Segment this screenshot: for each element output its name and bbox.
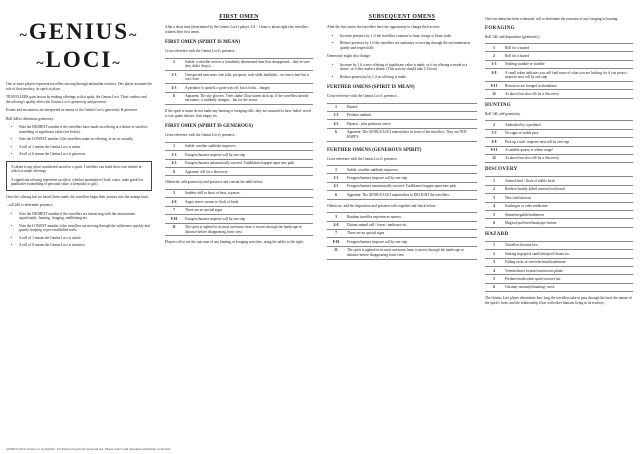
shrine-definition-box [6,161,152,191]
table-row: 3-5 Nothing suitable or useable [485,60,633,68]
list-item: • Increase by 1 if a new offering of significant value is made, or if an offering is made at a shrine, or if they make a shrine. (This activity should take 1/2 hour) [331,63,477,72]
table-row: 6 Apparent: The sky glowers. Trees shake. Dust storms kick up. If the travellers already encounter, it suddenly changes... but for the worse. [165,92,313,105]
column-first-omen [165,6,313,249]
table-row: 6 Uncanny anomaly/haunting/ curse [485,283,633,291]
table-row: 4-6 Angry insect swarm or flock of birds. [165,198,313,206]
further-omens-generous-heading: FURTHER OMENS (GENEROUS SPIRIT) [327,147,422,153]
table-row: 1 Hazard [327,103,477,111]
table-row: 6 Apparent: The GENIUS LOCI materialises to DELIGHT the travellers. [327,191,477,199]
table-row: 11 The spirit is sighted in its most awesome form: it moves through the landscape at distance before disappearing from view. [327,246,477,259]
offering-definition: A significant offering represents sacrifice, whether quantitative (food, water, trade goods) or qualitative (something of personal value: a keepsake or gift). [11,177,144,186]
page-title: ~GENIUS~ ~LOCI~ [19,19,139,72]
table-row: 1 Subtle: weather suddenly improves. [327,166,477,174]
table-row: 1 Subtle: weather suddenly improves. [165,142,313,150]
presence-change-list [331,34,477,51]
further-omens-mean-table [327,103,477,142]
generosity-rules-list [10,125,152,157]
list-item: • A roll of 1 means the Genius Loci is mean. [10,145,152,150]
generosity-change-note: Generosity might also change: [327,54,371,58]
column-intro [6,6,152,252]
table-row: 2-3 Foragers/hunters improve roll by one step [327,174,477,182]
cross-reference-note: Cross-reference with the Genius Loci's presence... [165,133,238,138]
table-row: 4 Vermin/insect swarm/carnivorous plants [485,267,633,275]
journey-paragraph: Once the offering has (or hasn't) been made, the travellers begin their journey into the strange land. [6,194,149,199]
foraging-table [485,43,633,99]
list-item: • A roll of 1 means the Genius Loci is subtle. [10,236,152,241]
title-block [6,20,152,76]
list-item: • Note the LOWEST number if the travellers make no offering, or do so casually. [10,137,152,142]
first-omen-mean-heading: FIRST OMEN (SPIRIT IS MEAN) [165,40,241,45]
first-omen-mean-table [165,58,313,106]
foraging-heading: FORAGING [485,25,515,31]
generosity-roll-paragraph: Roll 2d6 to determine generosity. [6,116,54,121]
table-row: 4 Earthsigns or other medicines [485,202,633,210]
generosity-change-list [331,63,477,80]
mean-spirit-note: If the spirit is mean do not make any hunting or foraging rolls, they are assumed to have failed: wood is wet, game elusive, fruit empty etc. [165,109,311,118]
first-omen-combined-table [165,189,313,236]
table-row: 3 Random traveller experiences nausea. [327,213,477,221]
table-row: 5 Predator/malevolent spirit/sorcerer lair [485,275,633,283]
list-item: • Reduce generosity by 1 if no offering is made. [331,75,477,80]
list-item: • A roll of 6 means the Genius Loci is intrusive. [10,243,152,248]
table-row: 8-10 Foragers/hunters improve roll by one step [165,215,313,223]
table-row: 9-11 Resources are foraged in abundance [485,82,633,90]
table-row: 1 Roll for a hazard [485,44,633,52]
hazard-heading: HAZARD [485,231,509,237]
table-row: 6 Magical pool/tree/landscape feature [485,219,633,227]
table-row: 1 Subtle: a traveller notices a (randomly determined item) has disappeared... they're sure they didn't drop it... [165,58,313,71]
first-omen-generous-table [165,142,313,177]
presence-roll-paragraph: ...roll 2d6 to determine presence. [6,203,54,207]
table-row: 3 New trail/shortcut [485,194,633,202]
table-row: 12 As above but also roll for a discovery. [485,154,633,162]
subsequent-omens-heading: SUBSEQUENT OMENS [368,14,436,20]
travellers-paragraph: TRAVELLERS gain favour by making offerings to that spirit, the Genius Loci. Their conduct and the offering's quality affect the Genius Loci's generosity and presence. [6,95,147,104]
table-row: 4-5 Hazard... plus predators arrive [327,120,477,128]
shrine-definition: A shrine is any place considered sacred to a spirit. Travellers can build their own shrines at which to make offerings. [11,164,142,173]
list-item: • Note the LOWEST number if the travellers are moving through the wilderness quickly and quietly, keeping to pre-established trails. [10,224,152,233]
table-row: 1 Animal herd / flock of edible birds [485,177,633,185]
otherwise-note: Otherwise, add generosity and presence and consult the table below: [165,180,264,185]
otherwise-note: Otherwise, add the disposition and presence rolls together and check below: [327,203,437,208]
table-row: 2 Sinking bog/quick sand/whirlpool/chasm etc. [485,250,633,258]
table-row: 4-6 Distant animal call / forest / ambience etc. [327,221,477,229]
cross-reference-note: Cross-reference with the Genius Loci's presence... [165,49,238,53]
outcome-intro: Once an omen has been witnessed, roll to determine the outcome of any foraging or hunting. [485,17,619,21]
table-row: 2-3 Unexpected near miss: tree falls, pit opens, rock-slide, landslide... no-one is hurt but it was close. [165,71,313,84]
hunting-intro: Roll 1d6, add generosity [485,111,521,116]
list-item: • Note the HIGHEST number if the travellers have made an offering at a shrine or sacrifice something of significant value (see below). [10,125,152,134]
footer-credit: GENIUS LOCI version 1.1 by Sofinho · Permission to print for personal use. Please source and reproduce attribution as desired. [6,447,171,451]
outro-paragraph: The Genius Loci player determines how long the travellers take to pass through the land, the nature of the spirit's form, and the relationship it has with other humans living in its territory. [485,296,632,305]
table-row: 5 Shrine/megalith/settlement [485,211,633,219]
table-row: 6-8 A small token indicates you will find some of what you are looking for if you persist: improve next roll by one step [485,69,633,82]
table-row: 6-8 Pick up a trail: improve next roll by one step [485,138,633,146]
hunting-table [485,120,633,163]
list-item: • A roll of 6 means the Genius Loci is generous. [10,152,152,157]
further-omens-generous-table [327,165,477,200]
table-row: 7 There are no special signs [327,229,477,237]
table-row: 2 Ambushed by a predator! [485,121,633,129]
foraging-intro: Roll 1d6, add disposition (generosity) [485,34,540,39]
first-omen-generous-heading: FIRST OMEN (SPIRIT IS GENEROUS) [165,124,253,130]
events-paragraph: Events and encounters are interpreted as omens of the Genius Loci's generosity & presence. [6,108,138,112]
table-row: 9-11 A suitable quarry is within range! [485,146,633,154]
table-row: 4-5 Foragers/hunters automatically succeed. Trailblazers happen upon new path. [327,182,477,190]
table-row: 3 Sudden chill or burst of heat, it passes. [165,189,313,197]
table-row: 7 There are no special signs [165,206,313,214]
table-row: 3-5 No signs of viable prey [485,129,633,137]
table-row: 4-5 Foragers/hunters automatically succeed. Trailblazers happen upon new path. [165,159,313,167]
list-item: • Reduce presence by 1 if the travellers are stationary or moving through the environment in quietly and respectfully. [331,41,477,50]
discovery-table [485,176,633,227]
table-row: 8-10 Foragers/hunters improve roll by one step [327,238,477,246]
table-row: 12 As above but also roll for a discovery. [485,90,633,98]
list-item: • Note the HIGHEST number if the travellers are interacting with the environment significantly: hunting, foraging, trailblazing etc. [10,212,152,221]
presence-rules-list [10,212,152,248]
column-outcomes [485,6,633,309]
first-omen-heading: FIRST OMEN [219,14,259,20]
table-row: 2 Roll for a hazard [485,52,633,60]
table-row: 2-3 Predator ambush [327,111,477,119]
table-row: 2 Beehive/freshly killed carrion/food hoard [485,185,633,193]
table-row: 1 Travellers become lost [485,241,633,249]
table-row: 2-3 Foragers/hunters improve roll by one step [165,151,313,159]
cross-reference-note: Cross-reference with the Genius Loci's presence... [327,94,400,98]
discovery-heading: DISCOVERY [485,167,518,173]
further-omens-mean-heading: FURTHER OMENS (SPIRIT IS MEAN) [327,85,415,90]
first-omen-intro: After a short time (determined by the Genius Loci's player, 1/2 - 1 hour is about right) the travellers witness their first omen. [165,25,309,34]
table-row: 6 Apparent: roll for a discovery. [165,168,313,176]
players-roll-note: Players roll to see the outcome of any hunting or foraging activities, using the tables to the right. [165,240,304,245]
further-omens-combined-table [327,212,477,259]
table-row: 3 Falling rocks or tree/whirlwind/sandstorm [485,258,633,266]
table-row: 4-5 A predator is spotted, a good way off, but it looks... hungry. [165,84,313,92]
table-row: 6 Apparent: The GENIUS LOCI materialises in front of the travellers. They are NOT HAPPY. [327,128,477,141]
list-item: • Increase presence by 1 if the travellers continue to hunt, forage or blaze trails. [331,34,477,39]
hazard-table [485,241,633,292]
hunting-heading: HUNTING [485,102,511,108]
table-row: 11 The spirit is sighted in its most awesome form: it moves through the landscape at distance before disappearing from view. [165,223,313,236]
column-subsequent-omens [327,6,477,264]
cross-reference-note: Cross-reference with the Genius Loci's presence... [327,156,400,161]
subsequent-intro: After the first omen, the travellers have the opportunity to change their accuse: [327,25,441,29]
intro-paragraph: One or more players represent travellers moving through unfamiliar territory. One player assumes the role of that territory, its spirit of place. [6,82,152,91]
